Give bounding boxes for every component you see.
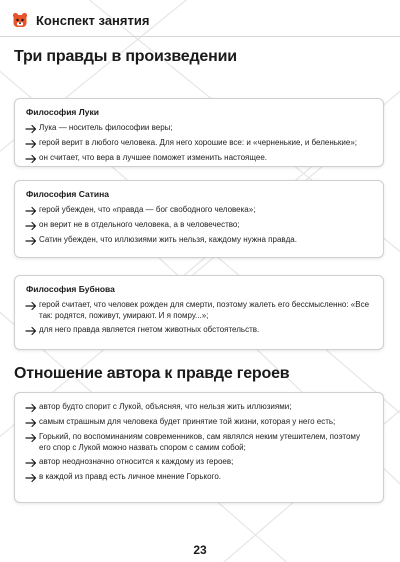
card-luka-philosophy bbox=[14, 98, 384, 167]
list-item-text: он верит не в отдельного человека, а в человечество; bbox=[39, 220, 240, 229]
arrow-right-icon bbox=[25, 139, 39, 149]
page-number: 23 bbox=[193, 543, 207, 557]
arrow-right-icon bbox=[25, 403, 39, 413]
list-item bbox=[25, 235, 373, 246]
list-item-text: герой считает, что человек рожден для смерти, поэтому жалеть его бессмысленно: «Все так: родятся, поживут, умирают. И я помру...»; bbox=[39, 300, 370, 320]
list-item bbox=[25, 153, 373, 164]
header-title: Конспект занятия bbox=[36, 12, 150, 28]
arrow-right-icon bbox=[25, 124, 39, 134]
card-title: Философия Луки bbox=[26, 107, 99, 117]
section-title-three-truths: Три правды в произведении bbox=[14, 48, 237, 65]
list-item bbox=[25, 300, 373, 321]
list-item-text: автор будто спорит с Лукой, объясняя, что нельзя жить иллюзиями; bbox=[39, 402, 292, 411]
list-item bbox=[25, 205, 373, 216]
list-item bbox=[25, 220, 373, 231]
list-item bbox=[25, 472, 373, 483]
arrow-right-icon bbox=[25, 206, 39, 216]
arrow-right-icon bbox=[25, 473, 39, 483]
list-item bbox=[25, 457, 373, 468]
list-item bbox=[25, 325, 373, 336]
list-item bbox=[25, 123, 373, 134]
section-title-author-attitude: Отношение автора к правде героев bbox=[14, 365, 290, 382]
list-item bbox=[25, 417, 373, 428]
card-title: Философия Бубнова bbox=[26, 284, 115, 294]
arrow-right-icon bbox=[25, 236, 39, 246]
list-item-text: автор неоднозначно относится к каждому из героев; bbox=[39, 457, 234, 466]
header-divider bbox=[0, 36, 400, 37]
arrow-right-icon bbox=[25, 154, 39, 164]
arrow-right-icon bbox=[25, 301, 39, 311]
list-item-text: Лука — носитель философии веры; bbox=[39, 123, 173, 132]
list-item bbox=[25, 432, 373, 453]
header bbox=[12, 9, 149, 31]
list-item bbox=[25, 138, 373, 149]
bear-logo-icon bbox=[12, 12, 28, 28]
arrow-right-icon bbox=[25, 326, 39, 336]
card-bubnov-philosophy bbox=[14, 275, 384, 350]
arrow-right-icon bbox=[25, 433, 39, 443]
card-title: Философия Сатина bbox=[26, 189, 109, 199]
arrow-right-icon bbox=[25, 221, 39, 231]
list-item-text: он считает, что вера в лучшее поможет изменить настоящее. bbox=[39, 153, 267, 162]
list-item-text: самым страшным для человека будет принятие той жизни, которая у него есть; bbox=[39, 417, 336, 426]
list-item bbox=[25, 402, 373, 413]
arrow-right-icon bbox=[25, 458, 39, 468]
list-item-text: герой убежден, что «правда — бог свободного человека»; bbox=[39, 205, 256, 214]
list-item-text: Горький, по воспоминаниям современников, сам являлся неким утешителем, поэтому его спор с Лукой можно назвать спором с самим собой; bbox=[39, 432, 360, 452]
list-item-text: в каждой из правд есть личное мнение Горького. bbox=[39, 472, 221, 481]
arrow-right-icon bbox=[25, 418, 39, 428]
list-item-text: герой верит в любого человека. Для него хорошие все: и «черненькие, и беленькие»; bbox=[39, 138, 357, 147]
list-item-text: Сатин убежден, что иллюзиями жить нельзя, каждому нужна правда. bbox=[39, 235, 297, 244]
card-satin-philosophy bbox=[14, 180, 384, 258]
list-item-text: для него правда является гнетом животных обстоятельств. bbox=[39, 325, 260, 334]
card-author-attitude bbox=[14, 392, 384, 503]
